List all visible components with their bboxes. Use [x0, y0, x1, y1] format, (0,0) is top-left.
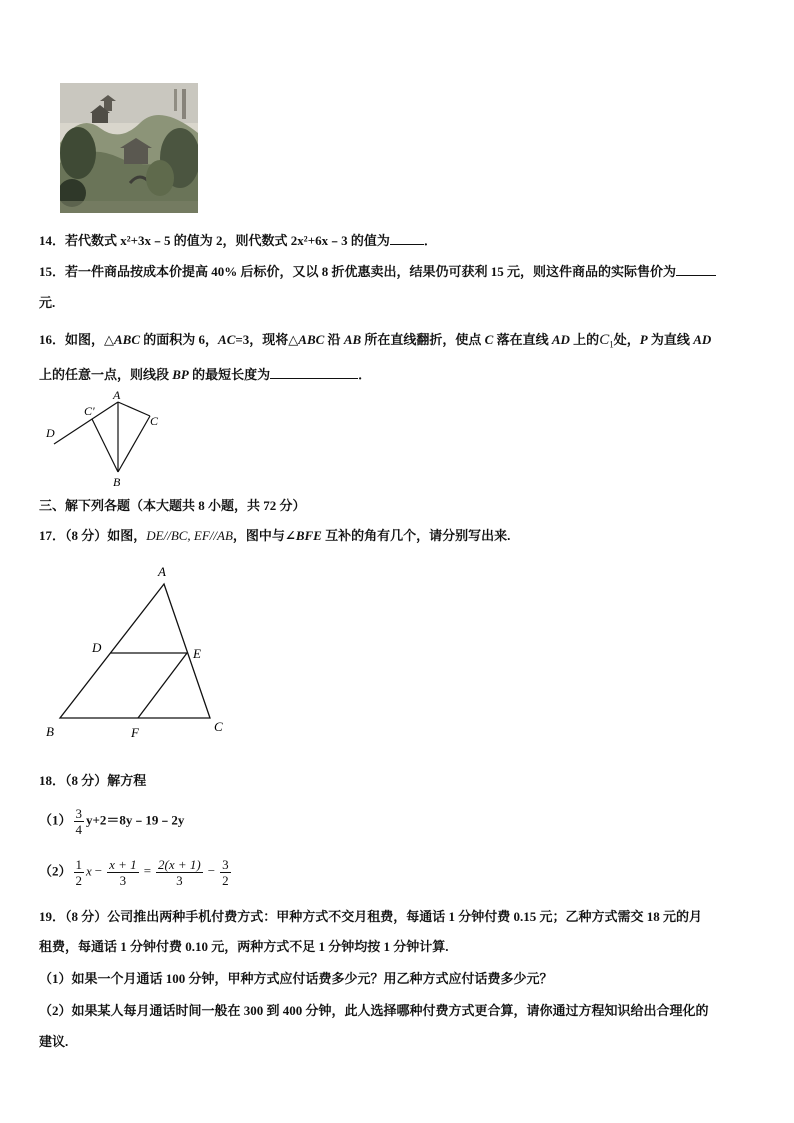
q16-text: =3，现将△	[235, 332, 299, 347]
q18-part2	[39, 857, 233, 888]
q16-figure	[40, 388, 180, 490]
operator: −	[207, 863, 216, 879]
label-E: E	[193, 646, 201, 661]
operator: =	[143, 863, 152, 879]
variable-x: x	[86, 863, 92, 879]
q19-part2-text: 建议.	[39, 1034, 69, 1049]
q19-text: 19．（8 分）公司推出两种手机付费方式：甲种方式不交月租费，每通话 1 分钟付费 0.15 元；乙种方式需交 18 元的月	[39, 909, 703, 924]
q19-part1-text: （1）如果一个月通话 100 分钟，甲种方式应付话费多少元？用乙种方式应付话费多少元？	[39, 971, 553, 986]
question-19	[39, 906, 702, 925]
denominator: 3	[119, 873, 127, 888]
q17-condition: DE//BC, EF//AB	[146, 528, 233, 543]
fraction	[74, 857, 85, 888]
question-14-text: 14．若代数式 x²+3x﹣5 的值为 2，则代数式 2x²+6x﹣3 的值为	[39, 233, 390, 248]
q19-part1	[39, 968, 553, 987]
q18-part1-equation: y+2＝8y﹣19﹣2y	[86, 812, 185, 828]
line-C1B	[92, 419, 118, 472]
q16-text: 为直线	[647, 332, 694, 347]
line-CB	[118, 416, 150, 472]
q16-text: AD	[693, 332, 712, 347]
fraction	[156, 857, 203, 888]
label-C1: C'	[84, 404, 95, 418]
numerator: 2(x + 1)	[158, 857, 201, 872]
label-C: C	[150, 414, 159, 428]
section-heading-text: 三、解下列各题（本大题共 8 小题，共 72 分）	[39, 498, 306, 513]
question-16	[39, 329, 711, 350]
fraction	[107, 857, 139, 888]
denominator: 2	[222, 873, 229, 888]
q16-text: ABC	[298, 332, 325, 347]
q18-part1-label: （1）	[39, 812, 72, 828]
question-18	[39, 770, 146, 789]
label-A: A	[158, 564, 166, 579]
question-14-end: ．	[423, 233, 437, 248]
landscape-painting	[60, 83, 198, 213]
q18-part1	[39, 806, 184, 837]
label-C: C	[214, 719, 223, 734]
label-B: B	[46, 724, 54, 739]
question-15-cont	[39, 292, 55, 311]
denominator: 3	[176, 873, 183, 888]
q16-text: ABC	[114, 332, 141, 347]
q16-text: C	[599, 332, 610, 348]
answer-blank	[270, 366, 358, 379]
q17-text: BFE	[295, 528, 322, 543]
q17-text: 互补的角有几个，请分别写出来.	[321, 528, 511, 543]
label-A: A	[113, 388, 121, 402]
q19-text: 租费，每通话 1 分钟付费 0.10 元，两种方式不足 1 分钟均按 1 分钟计算.	[39, 939, 449, 954]
q16-text: 处，	[613, 332, 640, 347]
q17-text: 17．（8 分）如图，	[39, 528, 147, 543]
q16-text: 沿	[324, 332, 344, 347]
operator: −	[94, 863, 103, 879]
label-F: F	[131, 725, 139, 740]
q16-text: 16．如图，△	[39, 332, 114, 347]
answer-blank	[676, 263, 716, 276]
q16-text: C	[484, 332, 494, 347]
q16-text: 的最短长度为	[188, 367, 271, 382]
q18-part2-label: （2）	[39, 863, 72, 879]
q16-text: 上的任意一点，则线段	[39, 367, 173, 382]
q18-title: 18．（8 分）解方程	[39, 773, 147, 788]
label-D: D	[46, 426, 55, 440]
q16-text: BP	[172, 367, 189, 382]
fraction	[74, 806, 85, 837]
label-D: D	[92, 640, 102, 655]
line-EF	[138, 653, 187, 718]
denominator: 2	[75, 873, 83, 888]
question-15-end: 元.	[39, 295, 56, 310]
question-14	[39, 230, 437, 249]
q16-text: ．	[358, 367, 372, 382]
fraction	[220, 857, 231, 888]
denominator: 4	[75, 822, 83, 837]
line-AC	[118, 402, 150, 416]
q19-part2-cont	[39, 1031, 68, 1050]
question-15	[39, 261, 716, 280]
q16-text: 落在直线	[493, 332, 552, 347]
q16-text: AB	[343, 332, 362, 347]
q16-text: 1	[609, 339, 614, 350]
q19-part2	[39, 1000, 709, 1019]
label-B: B	[113, 475, 121, 489]
q17-text: ，图中与∠	[232, 528, 296, 543]
numerator: x + 1	[109, 857, 137, 872]
question-15-text: 15．若一件商品按成本价提高 40% 后标价，又以 8 折优惠卖出，结果仍可获利 15 元，则这件商品的实际售价为	[39, 264, 677, 279]
question-16-cont	[39, 364, 371, 383]
triangle-ABC	[60, 584, 210, 718]
q16-text: AC	[218, 332, 236, 347]
question-17	[39, 525, 510, 544]
numerator: 3	[75, 806, 83, 821]
q16-text: 上的	[569, 332, 600, 347]
q16-text: 的面积为 6，	[140, 332, 219, 347]
numerator: 1	[75, 857, 83, 872]
numerator: 3	[222, 857, 229, 872]
q19-part2-text: （2）如果某人每月通话时间一般在 300 到 400 分钟，此人选择哪种付费方式更合算，请你通过方程知识给出合理化的	[39, 1003, 709, 1018]
q16-text: 所在直线翻折，使点	[361, 332, 485, 347]
q17-figure	[40, 560, 240, 745]
q16-text: P	[639, 332, 648, 347]
q16-text: AD	[551, 332, 570, 347]
answer-blank	[390, 232, 424, 245]
question-19-cont	[39, 936, 449, 955]
section-heading	[39, 495, 306, 514]
